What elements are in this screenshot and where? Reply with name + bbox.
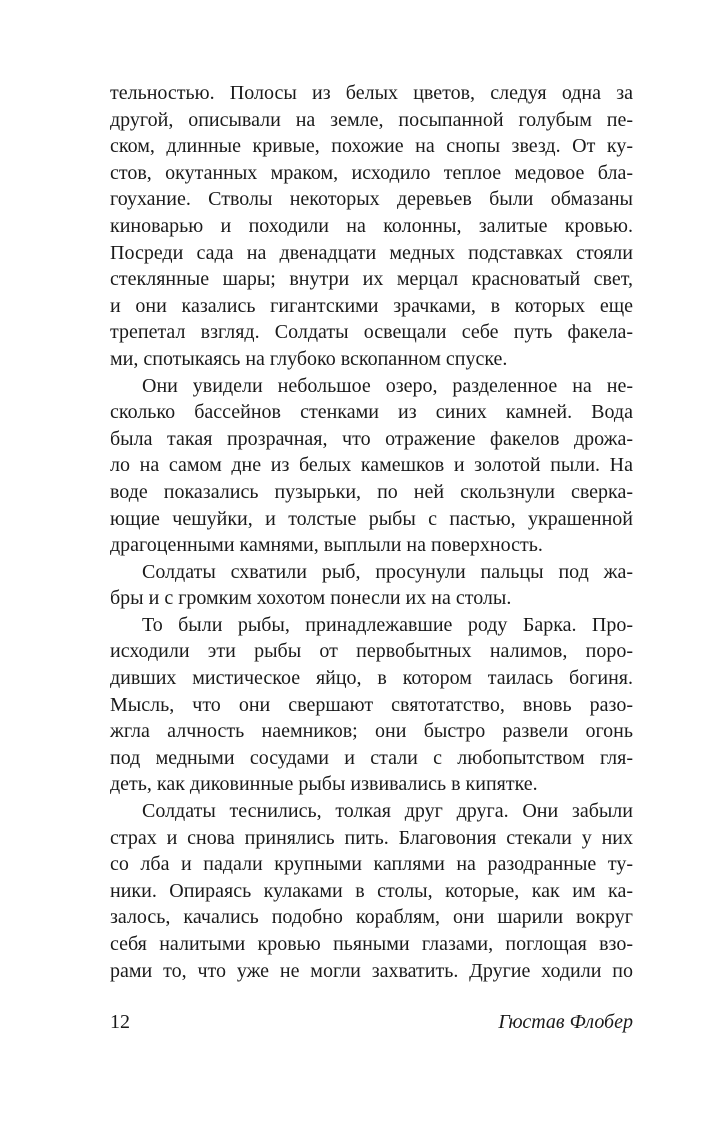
- page-body: [110, 80, 633, 984]
- text-line: себя налитыми кровью пьяными глазами, поглощая взо-: [110, 933, 633, 955]
- text-line: ники. Опираясь кулаками в столы, которые, как им ка-: [110, 879, 633, 902]
- text-line: со лба и падали крупными каплями на разодранные ту-: [110, 853, 633, 876]
- text-line: тельностью. Полосы из белых цветов, следуя одна за: [110, 82, 633, 104]
- text-line: киноварью и походили на колонны, залитые кровью.: [110, 214, 633, 237]
- paragraph-1: [110, 80, 633, 373]
- page-number: 12: [110, 1011, 130, 1033]
- text-line: Посреди сада на двенадцати медных подставках стояли: [110, 241, 633, 264]
- text-line: Солдаты схватили рыб, просунули пальцы под жа-: [142, 560, 633, 583]
- text-line: То были рыбы, принадлежавшие роду Барка. Про-: [142, 613, 633, 636]
- text-line: рами то, что уже не могли захватить. Другие ходили по: [110, 959, 633, 982]
- page-footer: [110, 1008, 633, 1036]
- text-line: залось, качались подобно кораблям, они шарили вокруг: [110, 906, 633, 929]
- text-line: жгла алчность наемников; они быстро развели огонь: [110, 720, 633, 743]
- text-line: ском, длинные кривые, похожие на снопы звезд. От ку-: [110, 135, 633, 158]
- text-line: Они увидели небольшое озеро, разделенное на не-: [142, 374, 633, 397]
- text-line: ющие чешуйки, и толстые рыбы с пастью, украшенной: [110, 507, 633, 530]
- paragraph-4: [110, 612, 633, 798]
- text-line: воде показались пузырьки, по ней скользнули сверка-: [110, 480, 633, 503]
- text-line: стов, окутанных мраком, исходило теплое медовое бла-: [110, 161, 633, 184]
- paragraph-3: [110, 559, 633, 612]
- text-line: гоухание. Стволы некоторых деревьев были обмазаны: [110, 188, 633, 211]
- text-line: сколько бассейнов стенками из синих камней. Вода: [110, 401, 633, 424]
- text-line: была такая прозрачная, что отражение факелов дрожа-: [110, 427, 633, 450]
- text-line: страх и снова принялись пить. Благовония стекали у них: [110, 826, 633, 849]
- text-line: ми, спотыкаясь на глубоко вскопанном спуске.: [110, 347, 508, 370]
- text-line: Солдаты теснились, толкая друг друга. Они забыли: [142, 800, 633, 823]
- text-line: деть, как диковинные рыбы извивались в кипятке.: [110, 773, 538, 796]
- text-line: стеклянные шары; внутри их мерцал красноватый свет,: [110, 268, 633, 291]
- paragraph-5: [110, 798, 633, 984]
- text-line: другой, описывали на земле, посыпанной голубым пе-: [110, 108, 633, 131]
- paragraph-2: [110, 373, 633, 559]
- text-line: драгоценными камнями, выплыли на поверхность.: [110, 534, 543, 557]
- running-author: Гюстав Флобер: [498, 1011, 633, 1033]
- text-line: исходили эти рыбы от первобытных налимов, поро-: [110, 640, 633, 663]
- text-line: дивших мистическое яйцо, в котором таилась богиня.: [110, 667, 633, 690]
- text-line: бры и с громким хохотом понесли их на столы.: [110, 587, 512, 610]
- text-line: и они казались гигантскими зрачками, в которых еще: [110, 294, 633, 317]
- text-line: ло на самом дне из белых камешков и золотой пыли. На: [110, 454, 633, 477]
- text-line: Мысль, что они свершают святотатство, вновь разо-: [110, 693, 633, 716]
- text-line: трепетал взгляд. Солдаты освещали себе путь факела-: [110, 321, 633, 344]
- text-line: под медными сосудами и стали с любопытством гля-: [110, 746, 633, 769]
